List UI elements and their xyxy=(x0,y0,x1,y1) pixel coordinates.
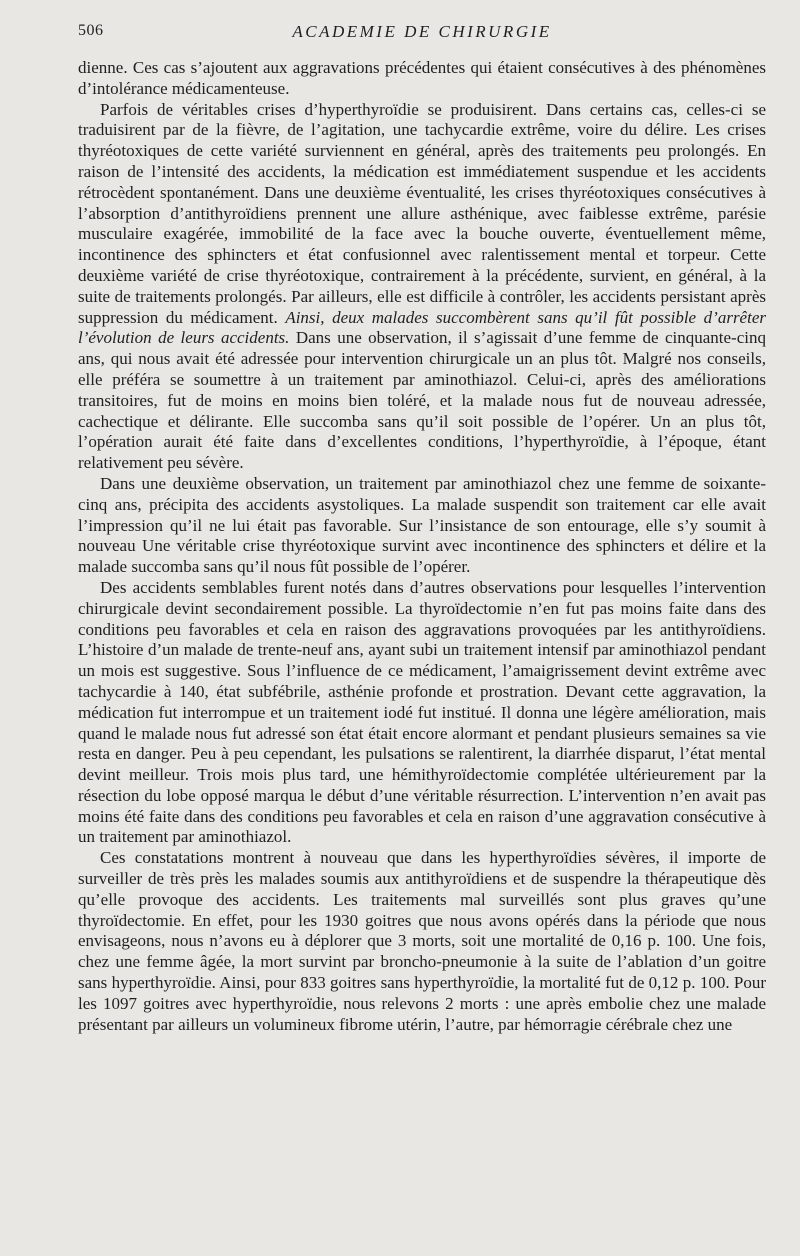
running-header xyxy=(78,18,766,52)
paragraph-similar-accidents xyxy=(78,578,766,848)
text-segment: Parfois de véritables crises d’hyperthyroïdie se produisirent. Dans certains cas, celles-ci se traduisirent par de la fièvre, de l’agitation, une tachycardie extrême, voire du délire. Les crises thyréotoxiques de cette variété surviennent en général, après des traitements peu prolongés. En raison de l’intensité des accidents, la médication est immédiatement suspendue et les accidents rétrocèdent spontanément. Dans une deuxième éventualité, les crises thyréotoxiques consécutives à l’absorption d’antithyroïdiens prennent une allure asthénique, avec faiblesse extrême, parésie musculaire exagérée, immobilité de la face avec la bouche ouverte, éventuellement même, incontinence des sphincters et état confusionnel avec ralentissement mental et torpeur. Cette deuxième variété de crise thyréotoxique, contrairement à la précédente, survient, en général, à la suite de traitements prolongés. Par ailleurs, elle est difficile à contrôler, les accidents persistant après suppression du médicament. xyxy=(78,99,766,327)
paragraph-thyrotoxic-crises xyxy=(78,100,766,474)
text-segment: Ces constatations montrent à nouveau que dans les hyperthyroïdies sévères, il importe de surveiller de très près les malades soumis aux antithyroïdiens et de suspendre la thérapeutique dès qu’elle provoque des accidents. Les traitements mal surveillés sont plus graves qu’une thyroïdectomie. En effet, pour les 1930 goitres que nous avons opérés dans la période que nous envisageons, nous n’avons eu à déplorer que 3 morts, soit une mortalité de 0,16 p. 100. Une fois, chez une femme âgée, la mort survint par broncho-pneumonie à la suite de l’ablation d’un goitre sans hyperthyroïdie. Ainsi, pour 833 goitres sans hyperthyroïdie, la mortalité fut de 0,12 p. 100. Pour les 1097 goitres avec hyperthyroïdie, nous relevons 2 morts : une après embolie chez une malade présentant par ailleurs un volumineux fibrome utérin, l’autre, par hémorragie cérébrale chez une xyxy=(78,848,766,1034)
italic-text-segment: Ainsi, deux malades succombèrent sans qu’il fût possible d’arrêter l’évolution de leurs accidents. xyxy=(78,307,766,348)
paragraph-conclusions xyxy=(78,848,766,1035)
paragraph-second-observation xyxy=(78,474,766,578)
text-segment: Des accidents semblables furent notés dans d’autres observations pour lesquelles l’intervention chirurgicale devint secondairement possible. La thyroïdectomie n’en fut pas moins faite dans des conditions peu favorables et cela en raison des aggravations provoquées par les antithyroïdiens. L’histoire d’un malade de trente-neuf ans, ayant subi un traitement intensif par aminothiazol pendant un mois est suggestive. Sous l’influence de ce médicament, l’amaigrissement devint extrême avec tachycardie à 140, état subfébrile, asthénie profonde et prostration. Devant cette aggravation, la médication fut interrompue et un traitement iodé fut institué. Il donna une légère amélioration, mais quand le malade nous fut adressé son état était encore alormant et pendant plusieurs semaines sa vie resta en danger. Peu à peu cependant, les pulsations se ralentirent, la diarrhée disparut, l’état mental devint meilleur. Trois mois plus tard, une hémithyroïdectomie complétée ultérieurement par la résection du lobe opposé marqua le début d’une véritable résurrection. L’intervention n’en avait pas moins été faite dans des conditions peu favorables et cela en raison d’une aggravation consécutive à un traitement par aminothiazol. xyxy=(78,577,766,847)
text-segment: Dans une deuxième observation, un traitement par aminothiazol chez une femme de soixante-cinq ans, précipita des accidents asystoliques. La malade suspendit son traitement car elle avait l’impression qu’il ne lui était pas favorable. Sur l’insistance de son entourage, elle s’y soumit à nouveau Une véritable crise thyréotoxique survint avec incontinence des sphincters et délire et la malade succomba sans qu’il nous fût possible de l’opérer. xyxy=(78,473,766,577)
journal-title: ACADEMIE DE CHIRURGIE xyxy=(292,22,552,41)
paragraph-continuation xyxy=(78,58,766,100)
page-number: 506 xyxy=(78,22,104,39)
text-segment: Dans une observation, il s’agissait d’une femme de cinquante-cinq ans, qui nous avait été adressée pour intervention chirurgicale un an plus tôt. Malgré nos conseils, elle préféra se soumettre à un traitement par aminothiazol. Celui-ci, après des améliorations transitoires, fut de moins en moins bien toléré, et la malade nous fut de nouveau adressée, cachectique et délirante. Elle succomba sans qu’il soit possible de l’opérer. Un an plus tôt, l’opération aurait été faite dans d’excellentes conditions, l’hyperthyroïdie, à l’époque, étant relativement peu sévère. xyxy=(78,328,766,473)
text-segment: dienne. Ces cas s’ajoutent aux aggravations précédentes qui étaient consécutives à des phénomènes d’intolérance médicamenteuse. xyxy=(78,58,766,98)
article-body xyxy=(78,58,766,1035)
